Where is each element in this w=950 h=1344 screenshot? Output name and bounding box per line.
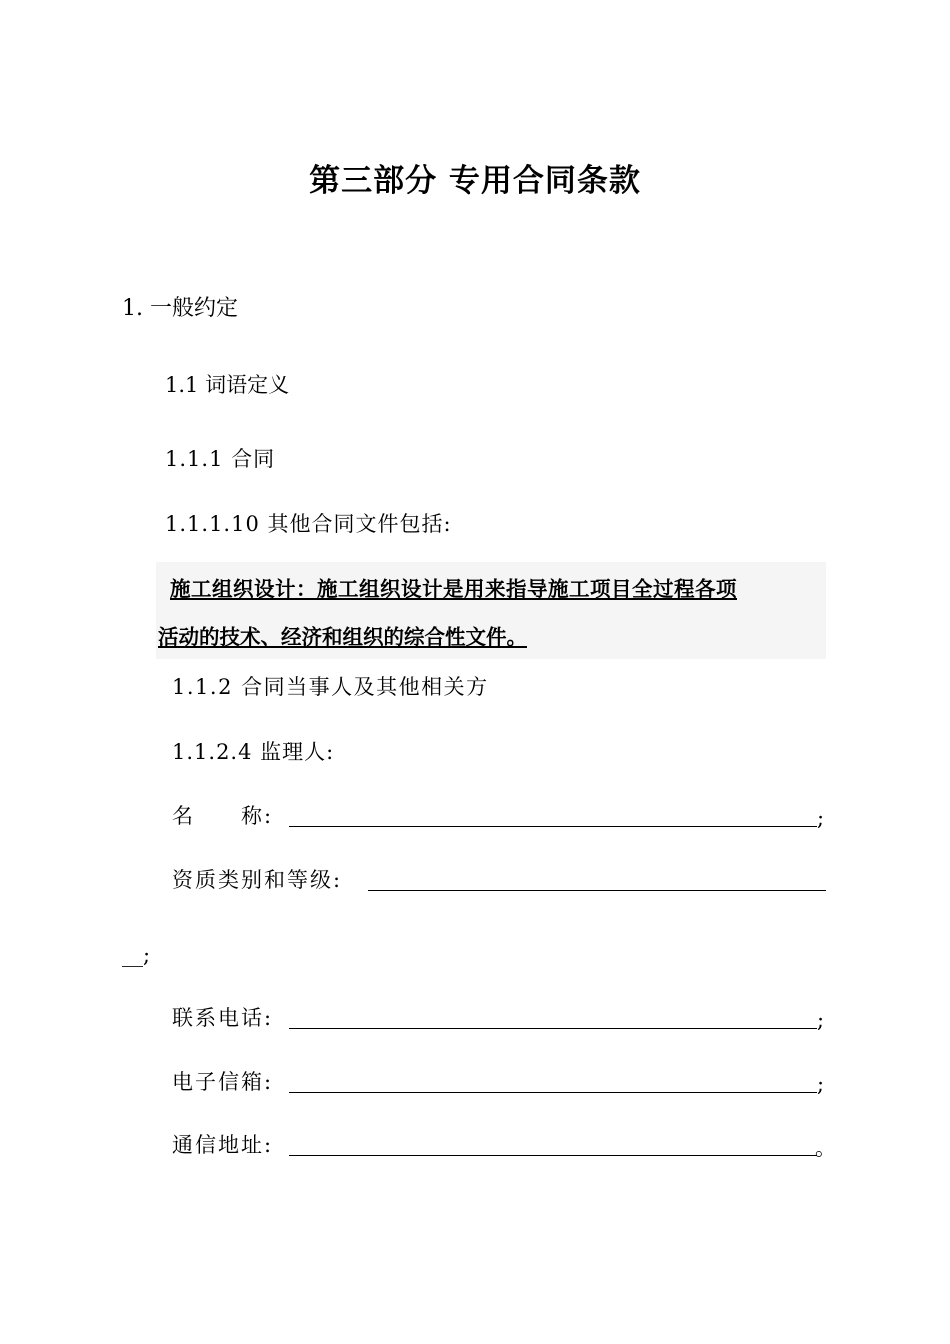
qualification-field-label: 资质类别和等级: <box>172 868 343 892</box>
qualification-field-end: __; <box>122 943 151 967</box>
name-field-label: 名 称: <box>172 804 274 828</box>
section-heading-1-1-2: 1.1.2 合同当事人及其他相关方 <box>172 675 489 699</box>
clause-1-1-1-10: 1.1.1.10 其他合同文件包括: <box>165 512 452 536</box>
qualification-field-blank[interactable] <box>368 890 826 891</box>
email-field-end: ; <box>817 1072 825 1096</box>
highlighted-clause-line-1: 施工组织设计：施工组织设计是用来指导施工项目全过程各项 <box>170 577 737 601</box>
clause-1-1-2-4: 1.1.2.4 监理人: <box>172 740 335 764</box>
name-field-end: ; <box>817 806 825 830</box>
section-heading-1-1-1: 1.1.1 合同 <box>165 447 276 471</box>
address-field-blank[interactable] <box>289 1155 817 1156</box>
address-field-end: 。 <box>815 1136 836 1160</box>
email-field-blank[interactable] <box>289 1092 817 1093</box>
name-field-blank[interactable] <box>289 826 817 827</box>
email-field-label: 电子信箱: <box>172 1070 274 1094</box>
section-heading-1: 1. 一般约定 <box>122 296 238 321</box>
phone-field-end: ; <box>817 1008 825 1032</box>
address-field-label: 通信地址: <box>172 1133 274 1157</box>
highlighted-clause-line-2: 活动的技术、经济和组织的综合性文件。 <box>158 625 527 649</box>
page-title: 第三部分 专用合同条款 <box>309 163 641 199</box>
section-heading-1-1: 1.1 词语定义 <box>165 373 290 397</box>
phone-field-blank[interactable] <box>289 1028 817 1029</box>
phone-field-label: 联系电话: <box>172 1006 274 1030</box>
